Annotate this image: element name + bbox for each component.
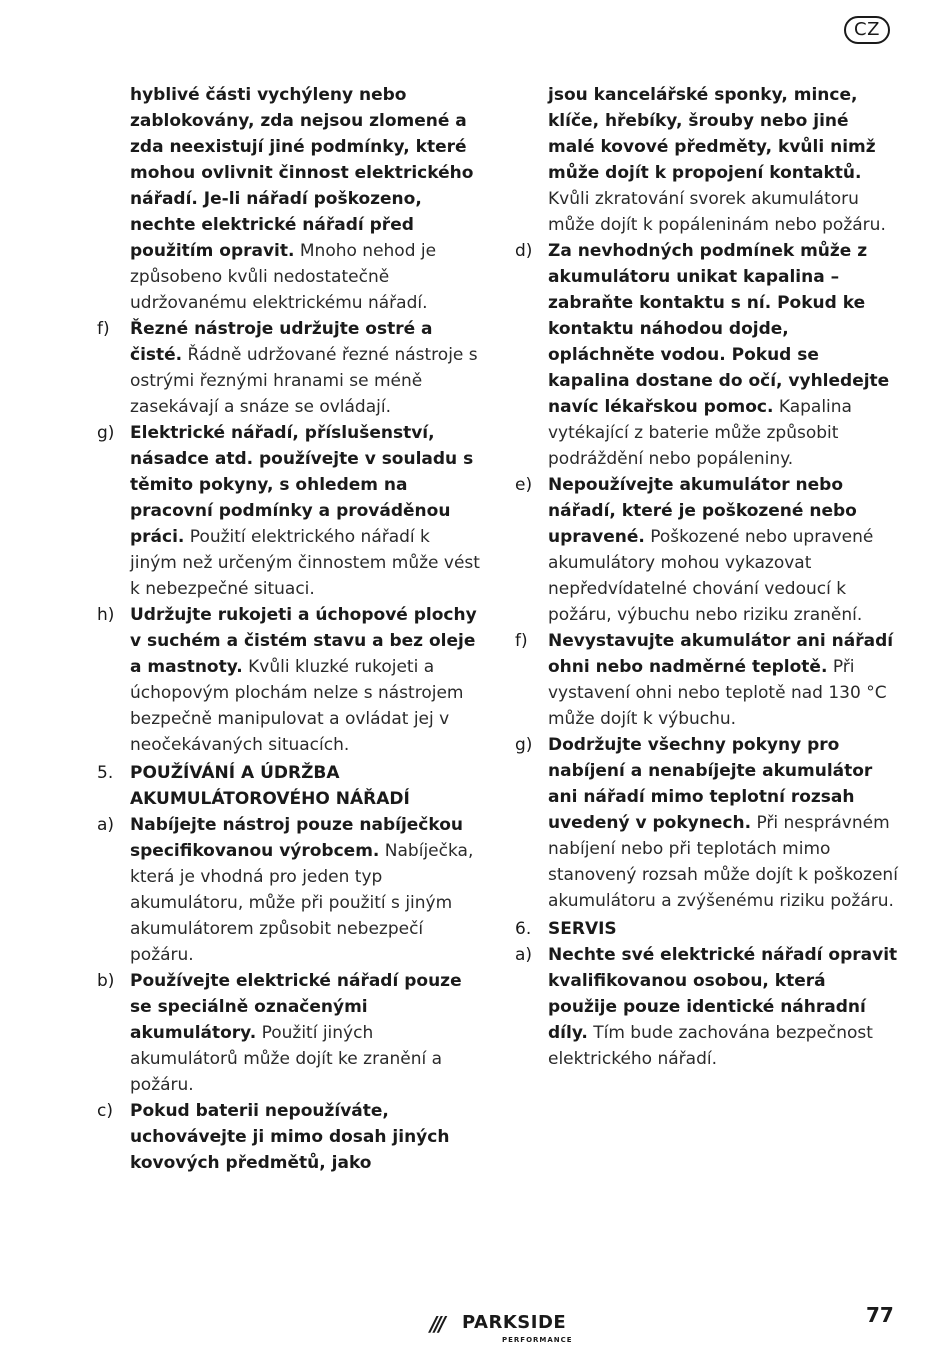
list-item bbox=[515, 628, 900, 732]
instruction-text: Při vystavení ohni nebo teplotě nad 130 °C může dojít k výbuchu. bbox=[548, 657, 887, 729]
right-intro-paragraph bbox=[515, 82, 900, 238]
list-item bbox=[97, 420, 482, 602]
instruction-lead: Nabíjejte nástroj pouze nabíječkou specifikovanou výrobcem. bbox=[130, 815, 464, 861]
logo-wordmark: PARKSIDE bbox=[462, 1312, 567, 1333]
list-item bbox=[97, 602, 482, 758]
list-marker: f) bbox=[515, 631, 528, 651]
instruction-text: Řádně udržované řezné nástroje s ostrými řeznými hranami se méně zasekávají a snáze se ovládají. bbox=[130, 345, 478, 417]
instruction-text: Kapalina vytékající z baterie může způsobit podráždění nebo popáleniny. bbox=[548, 397, 852, 469]
left-intro-paragraph bbox=[97, 82, 482, 316]
parkside-logo bbox=[430, 1312, 590, 1348]
section-title: SERVIS bbox=[548, 919, 617, 939]
list-item bbox=[515, 942, 900, 1072]
section-heading bbox=[515, 916, 900, 942]
list-marker bbox=[97, 82, 130, 316]
list-item bbox=[97, 316, 482, 420]
list-marker: g) bbox=[97, 423, 115, 443]
list-item bbox=[97, 812, 482, 968]
instruction-lead: Pokud baterii nepoužíváte, uchovávejte ji mimo dosah jiných kovových předmětů, jako bbox=[130, 1101, 450, 1173]
list-marker: e) bbox=[515, 475, 533, 495]
instruction-lead: jsou kancelářské sponky, mince, klíče, hřebíky, šrouby nebo jiné malé kovové předměty, kvůli nimž může dojít k propojení kontaktů. bbox=[548, 85, 876, 183]
language-badge: CZ bbox=[844, 16, 890, 44]
instruction-lead: hyblivé části vychýleny nebo zablokovány, zda nejsou zlomené a zda neexistují jiné podmínky, které mohou ovlivnit činnost elektrického nářadí. Je-li nářadí poškozeno, nechte elektrické nářadí před použitím opravit. bbox=[130, 85, 474, 261]
section-number: 6. bbox=[515, 919, 532, 939]
instruction-lead: Za nevhodných podmínek může z akumulátoru unikat kapalina – zabraňte kontaktu s ní. Pokud ke kontaktu náhodou dojde, opláchněte vodou. Pokud se kapalina dostane do očí, vyhledejte navíc lékařskou pomoc. bbox=[548, 241, 890, 417]
page-number: 77 bbox=[866, 1303, 894, 1327]
section-number: 5. bbox=[97, 763, 114, 783]
instruction-text: Tím bude zachována bezpečnost elektrického nářadí. bbox=[548, 1023, 873, 1069]
list-marker: d) bbox=[515, 241, 533, 261]
instruction-text: Poškozené nebo upravené akumulátory mohou vykazovat nepředvídatelné chování vedoucí k požáru, výbuchu nebo riziku zranění. bbox=[548, 527, 874, 625]
list-item bbox=[97, 1098, 482, 1176]
list-item bbox=[515, 238, 900, 472]
instruction-lead: Dodržujte všechny pokyny pro nabíjení a nenabíjejte akumulátor ani nářadí mimo teplotní rozsah uvedený v pokynech. bbox=[548, 735, 873, 833]
instruction-text: Kvůli kluzké rukojeti a úchopovým plochám nelze s nástrojem bezpečně manipulovat a ovládat jej v neočekávaných situacích. bbox=[130, 657, 464, 755]
instruction-lead: Nepoužívejte akumulátor nebo nářadí, které je poškozené nebo upravené. bbox=[548, 475, 857, 547]
instruction-lead: Řezné nástroje udržujte ostré a čisté. bbox=[130, 319, 433, 365]
logo-subline: PERFORMANCE bbox=[502, 1336, 573, 1344]
instruction-lead: Nevystavujte akumulátor ani nářadí ohni nebo nadměrné teplotě. bbox=[548, 631, 894, 677]
list-item bbox=[515, 732, 900, 914]
list-marker: g) bbox=[515, 735, 533, 755]
list-item bbox=[97, 968, 482, 1098]
section-heading bbox=[97, 760, 482, 812]
instruction-text: Použití elektrického nářadí k jiným než určeným činnostem může vést k nebezpečné situaci. bbox=[130, 527, 480, 599]
list-item bbox=[515, 472, 900, 628]
right-column bbox=[515, 82, 900, 1072]
instruction-lead: Udržujte rukojeti a úchopové plochy v suchém a čistém stavu a bez oleje a mastnoty. bbox=[130, 605, 477, 677]
list-marker bbox=[515, 82, 548, 238]
instruction-text: Kvůli zkratování svorek akumulátoru může dojít k popáleninám nebo požáru. bbox=[548, 189, 886, 235]
logo-slashes-icon: /// bbox=[430, 1312, 443, 1336]
section-title: POUŽÍVÁNÍ A ÚDRŽBA AKUMULÁTOROVÉHO NÁŘADÍ bbox=[130, 763, 410, 809]
list-marker: a) bbox=[97, 815, 115, 835]
instruction-lead: Používejte elektrické nářadí pouze se speciálně označenými akumulátory. bbox=[130, 971, 462, 1043]
list-marker: f) bbox=[97, 319, 110, 339]
left-column bbox=[97, 82, 482, 1176]
list-marker: h) bbox=[97, 605, 115, 625]
instruction-lead: Nechte své elektrické nářadí opravit kvalifikovanou osobou, která použije pouze identické náhradní díly. bbox=[548, 945, 898, 1043]
instruction-lead: Elektrické nářadí, příslušenství, násadce atd. používejte v souladu s těmito pokyny, s ohledem na pracovní podmínky a prováděnou práci. bbox=[130, 423, 474, 547]
instruction-text: Použití jiných akumulátorů může dojít ke zranění a požáru. bbox=[130, 1023, 443, 1095]
instruction-text: Při nesprávném nabíjení nebo při teplotách mimo stanovený rozsah může dojít k poškození akumulátoru a zvýšenému riziku požáru. bbox=[548, 813, 898, 911]
list-marker: b) bbox=[97, 971, 115, 991]
list-marker: c) bbox=[97, 1101, 113, 1121]
instruction-text: Mnoho nehod je způsobeno kvůli nedostatečně udržovanému elektrickému nářadí. bbox=[130, 241, 437, 313]
list-marker: a) bbox=[515, 945, 533, 965]
instruction-text: Nabíječka, která je vhodná pro jeden typ akumulátoru, může při použití s jiným akumulátorem způsobit nebezpečí požáru. bbox=[130, 841, 474, 965]
